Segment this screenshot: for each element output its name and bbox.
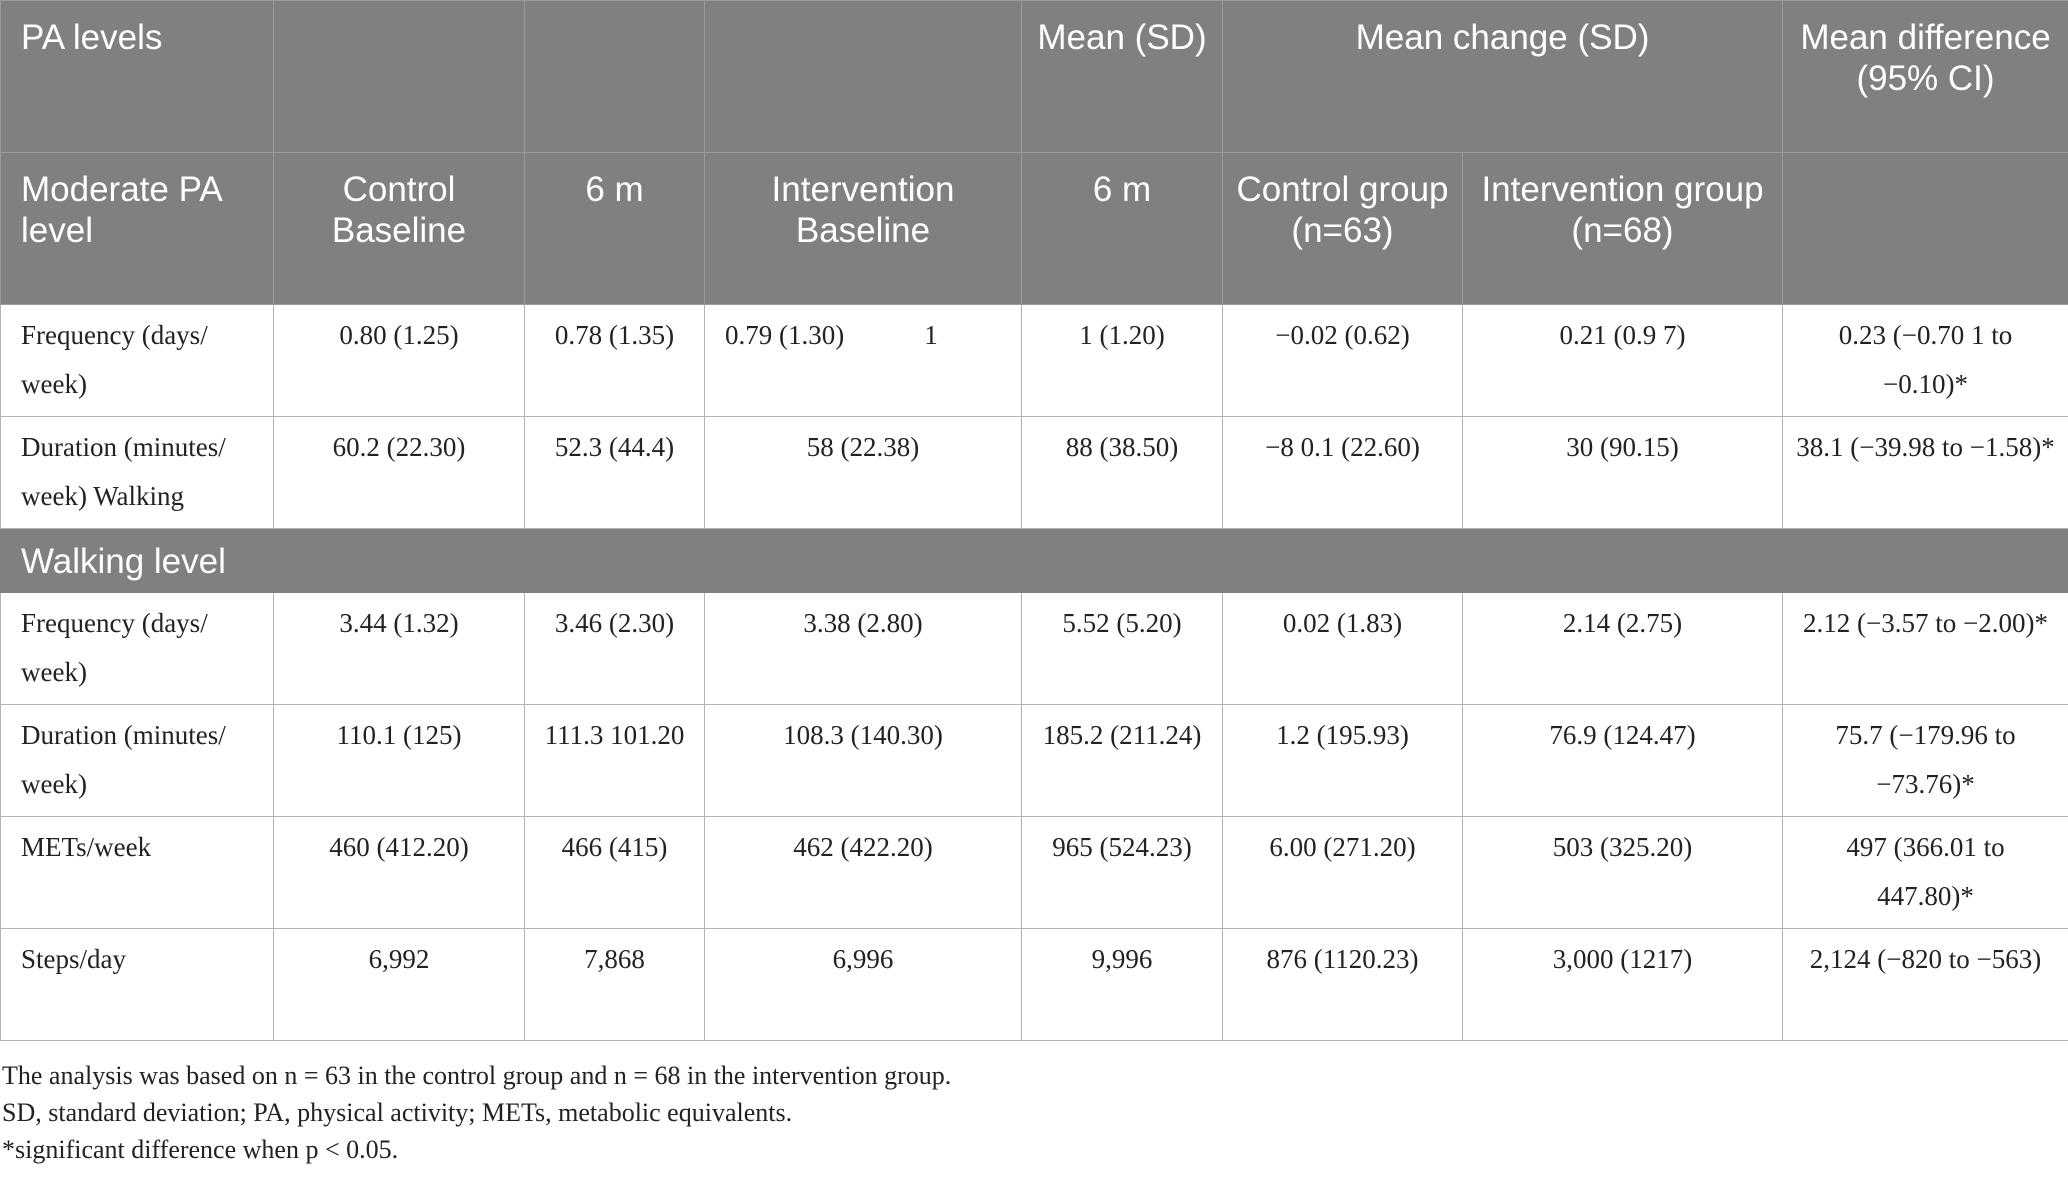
- cell-control-change: 1.2 (195.93): [1223, 705, 1463, 817]
- footnote-abbreviations: SD, standard deviation; PA, physical activity; METs, metabolic equivalents.: [2, 1098, 793, 1127]
- cell-control-change: 6.00 (271.20): [1223, 817, 1463, 929]
- cell-intervention-6m: 9,996: [1022, 929, 1223, 1041]
- cell-control-6m: 111.3 101.20: [525, 705, 705, 817]
- cell-mean-difference: 2.12 (−3.57 to −2.00)*: [1783, 593, 2068, 705]
- cell-mean-difference: 75.7 (−179.96 to −73.76)*: [1783, 705, 2068, 817]
- cell-control-6m: 466 (415): [525, 817, 705, 929]
- cell-intervention-change: 30 (90.15): [1463, 417, 1783, 529]
- header-row-1: [1, 1, 2068, 153]
- cell-control-baseline: 460 (412.20): [274, 817, 525, 929]
- row-label: Steps/day: [1, 929, 274, 1041]
- cell-control-6m: 7,868: [525, 929, 705, 1041]
- cell-intervention-baseline: 58 (22.38): [705, 417, 1022, 529]
- row-label: Frequency (days/ week): [1, 593, 274, 705]
- row-label: Frequency (days/ week): [1, 305, 274, 417]
- table-footnotes: [2, 1057, 951, 1168]
- cell-control-change: 876 (1120.23): [1223, 929, 1463, 1041]
- row-label: Duration (minutes/ week): [1, 705, 274, 817]
- cell-intervention-change: 76.9 (124.47): [1463, 705, 1783, 817]
- header-control-6m: 6 m: [525, 153, 705, 305]
- cell-intervention-change: 0.21 (0.9 7): [1463, 305, 1783, 417]
- cell-intervention-baseline: 108.3 (140.30): [705, 705, 1022, 817]
- cell-intervention-baseline-value: 0.79 (1.30): [725, 320, 845, 350]
- table-row: [1, 417, 2068, 529]
- header-row-2: [1, 153, 2068, 305]
- cell-intervention-6m: 965 (524.23): [1022, 817, 1223, 929]
- cell-control-baseline: 0.80 (1.25): [274, 305, 525, 417]
- row-label: Duration (minutes/ week) Walking: [1, 417, 274, 529]
- cell-mean-difference: 38.1 (−39.98 to −1.58)*: [1783, 417, 2068, 529]
- cell-intervention-change: 3,000 (1217): [1463, 929, 1783, 1041]
- cell-control-change: 0.02 (1.83): [1223, 593, 1463, 705]
- header-intervention-group: Intervention group (n=68): [1463, 153, 1783, 305]
- cell-intervention-6m: 5.52 (5.20): [1022, 593, 1223, 705]
- header-intervention-baseline: Intervention Baseline: [705, 153, 1022, 305]
- header-control-group: Control group (n=63): [1223, 153, 1463, 305]
- cell-mean-difference: 0.23 (−0.70 1 to −0.10)*: [1783, 305, 2068, 417]
- header-blank-3: [705, 1, 1022, 153]
- row-label: METs/week: [1, 817, 274, 929]
- cell-control-6m: 52.3 (44.4): [525, 417, 705, 529]
- cell-intervention-6m: 1 (1.20): [1022, 305, 1223, 417]
- cell-intervention-baseline: 3.38 (2.80): [705, 593, 1022, 705]
- cell-control-6m: 0.78 (1.35): [525, 305, 705, 417]
- table-row: [1, 929, 2068, 1041]
- cell-mean-difference: 2,124 (−820 to −563): [1783, 929, 2068, 1041]
- cell-control-baseline: 3.44 (1.32): [274, 593, 525, 705]
- table-row: [1, 593, 2068, 705]
- cell-control-baseline: 6,992: [274, 929, 525, 1041]
- footnote-analysis: The analysis was based on n = 63 in the control group and n = 68 in the intervention group.: [2, 1061, 952, 1090]
- cell-intervention-baseline: [705, 305, 1022, 417]
- table-row: [1, 817, 2068, 929]
- header-mean-difference: Mean difference (95% CI): [1783, 1, 2068, 153]
- cell-intervention-6m: 185.2 (211.24): [1022, 705, 1223, 817]
- cell-control-baseline: 110.1 (125): [274, 705, 525, 817]
- cell-intervention-change: 503 (325.20): [1463, 817, 1783, 929]
- cell-control-change: −8 0.1 (22.60): [1223, 417, 1463, 529]
- cell-intervention-change: 2.14 (2.75): [1463, 593, 1783, 705]
- header-blank-2: [525, 1, 705, 153]
- section-walking-level: Walking level: [1, 529, 2068, 593]
- cell-mean-difference: 497 (366.01 to 447.80)*: [1783, 817, 2068, 929]
- cell-intervention-baseline: 462 (422.20): [705, 817, 1022, 929]
- cell-control-6m: 3.46 (2.30): [525, 593, 705, 705]
- header-mean-change: Mean change (SD): [1223, 1, 1783, 153]
- cell-intervention-baseline-extra: 1: [924, 320, 938, 350]
- section-row: [1, 529, 2068, 593]
- header-mean-sd: Mean (SD): [1022, 1, 1223, 153]
- cell-intervention-baseline: 6,996: [705, 929, 1022, 1041]
- footnote-significance: *significant difference when p < 0.05.: [2, 1135, 399, 1164]
- header-moderate-pa: Moderate PA level: [1, 153, 274, 305]
- header-pa-levels: PA levels: [1, 1, 274, 153]
- header-control-baseline: Control Baseline: [274, 153, 525, 305]
- table-row: [1, 705, 2068, 817]
- cell-intervention-6m: 88 (38.50): [1022, 417, 1223, 529]
- table-row: [1, 305, 2068, 417]
- header-blank-4: [1783, 153, 2068, 305]
- header-blank-1: [274, 1, 525, 153]
- cell-control-change: −0.02 (0.62): [1223, 305, 1463, 417]
- header-intervention-6m: 6 m: [1022, 153, 1223, 305]
- cell-control-baseline: 60.2 (22.30): [274, 417, 525, 529]
